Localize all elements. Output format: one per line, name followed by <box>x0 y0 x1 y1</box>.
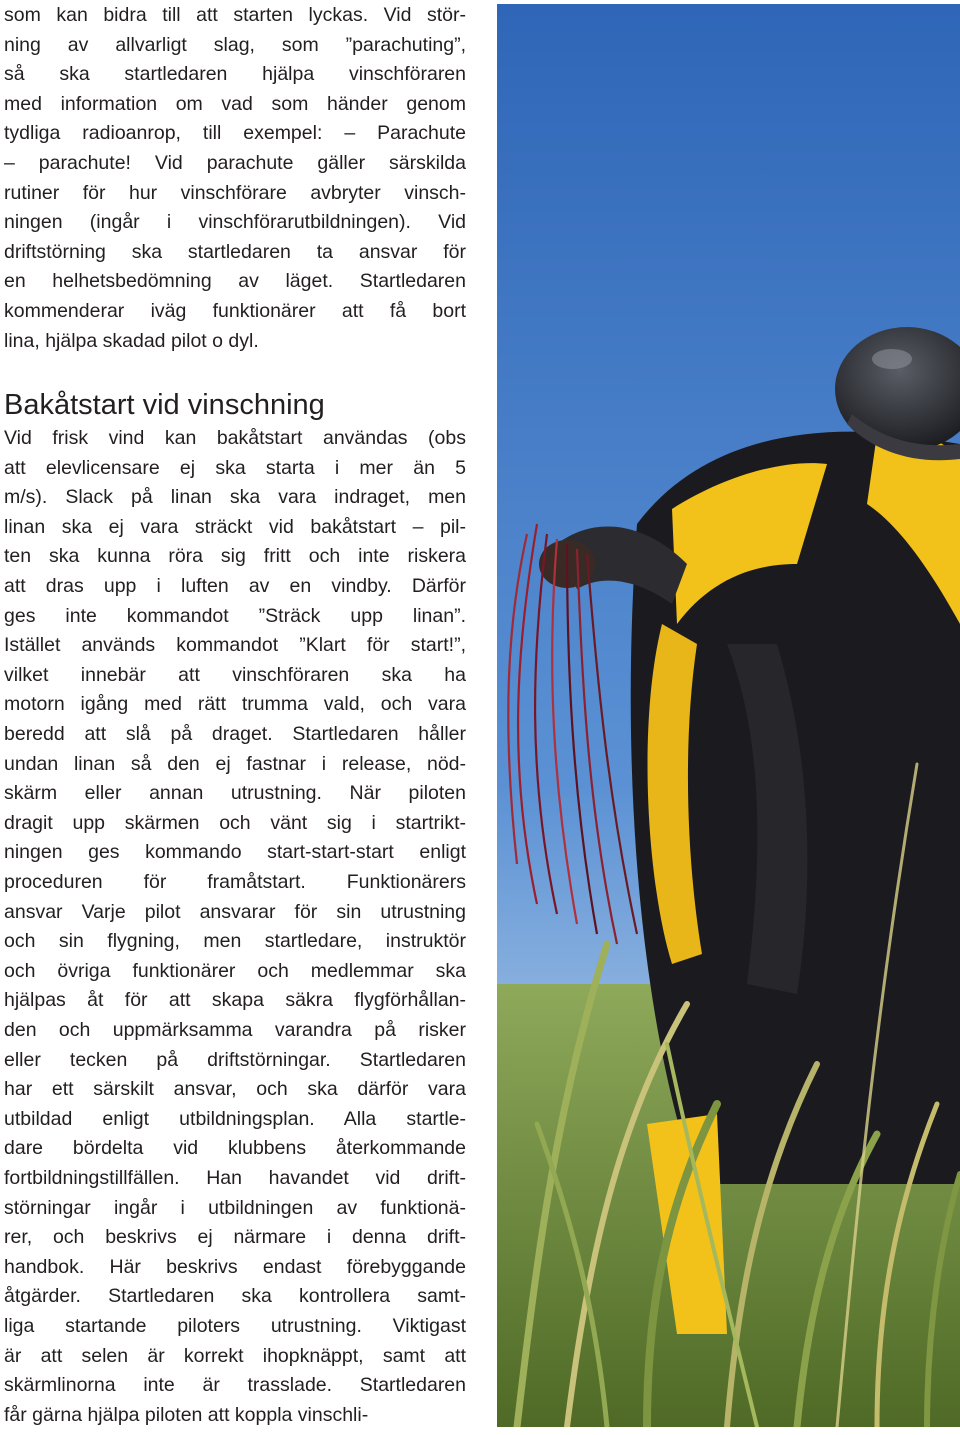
text-line: rer, och beskrivs ej närmare i denna drift- <box>4 1226 466 1249</box>
text-line: så ska startledaren hjälpa vinschföraren <box>4 63 466 86</box>
text-line: lina, hjälpa skadad pilot o dyl. <box>4 329 259 352</box>
text-line: kommenderar iväg funktionärer att få bort <box>4 300 466 322</box>
text-line: en helhetsbedömning av läget. Startledaren <box>4 270 466 293</box>
text-line: och sin flygning, men startledare, instruktör <box>4 930 466 953</box>
text-line: liga startande piloters utrustning. Viktigast <box>4 1315 466 1337</box>
text-line: ningen ges kommando start-start-start enligt <box>4 841 466 864</box>
text-line: rutiner för hur vinschförare avbryter vinsch- <box>4 181 466 204</box>
text-line: störningar ingår i utbildningen av funktionä- <box>4 1196 466 1219</box>
text-line: ningen (ingår i vinschförarutbildningen). Vid <box>4 211 466 234</box>
text-line: fortbildningstillfällen. Han havandet vid drift- <box>4 1167 466 1189</box>
text-line: som kan bidra till att starten lyckas. Vid stör- <box>4 4 466 26</box>
text-line: beredd att slå på draget. Startledaren håller <box>4 723 466 745</box>
text-line: hjälpas åt för att skapa säkra flygförhållan- <box>4 989 466 1012</box>
text-line: Vid frisk vind kan bakåtstart användas (obs <box>4 427 466 449</box>
text-line: dragit upp skärmen och vänt sig i startrikt- <box>4 811 466 834</box>
text-line: är att selen är korrekt ihopknäppt, samt att <box>4 1344 466 1367</box>
paraglider-pilot-photo <box>497 4 960 1427</box>
text-line: får gärna hjälpa piloten att koppla vinschli- <box>4 1403 369 1426</box>
text-line: – parachute! Vid parachute gäller särskilda <box>4 152 466 174</box>
text-line: ges inte kommandot ”Sträck upp linan”. <box>4 604 466 627</box>
text-line: och övriga funktionärer och medlemmar ska <box>4 959 466 982</box>
text-line: driftstörning ska startledaren ta ansvar för <box>4 240 466 263</box>
text-line: tydliga radioanrop, till exempel: – Parachute <box>4 122 466 145</box>
text-line: har ett särskilt ansvar, och ska därför vara <box>4 1078 466 1101</box>
text-line: ansvar Varje pilot ansvarar för sin utrustning <box>4 900 466 923</box>
text-line: åtgärder. Startledaren ska kontrollera samt- <box>4 1285 466 1308</box>
text-line: att dras upp i luften av en vindby. Därför <box>4 575 466 597</box>
text-line: linan ska ej vara sträckt vid bakåtstart – pil- <box>4 515 466 538</box>
text-line: ning av allvarligt slag, som ”parachuting”, <box>4 33 466 56</box>
text-line: Istället används kommandot ”Klart för start!”, <box>4 634 466 657</box>
text-line: att elevlicensare ej ska starta i mer än 5 <box>4 456 466 479</box>
text-line: skärmlinorna inte är trasslade. Startledaren <box>4 1374 466 1397</box>
text-line: vilket innebär att vinschföraren ska ha <box>4 663 466 686</box>
text-line: utbildad enligt utbildningsplan. Alla startle- <box>4 1107 466 1130</box>
text-line: m/s). Slack på linan ska vara indraget, men <box>4 486 466 509</box>
text-line: handbok. Här beskrivs endast förebyggande <box>4 1255 466 1278</box>
text-line: motorn igång med rätt trumma vald, och vara <box>4 693 466 716</box>
text-line: den och uppmärksamma varandra på risker <box>4 1019 466 1041</box>
text-line: skärm eller annan utrustning. När piloten <box>4 782 466 805</box>
section-heading: Bakåtstart vid vinschning <box>4 389 325 421</box>
text-line: ten ska kunna röra sig fritt och inte riskera <box>4 545 466 568</box>
text-line: dare bördelta vid klubbens återkommande <box>4 1137 466 1160</box>
text-line: proceduren för framåtstart. Funktionärers <box>4 871 466 893</box>
text-line: med information om vad som händer genom <box>4 92 466 115</box>
text-line: undan linan så den ej fastnar i release, nöd- <box>4 752 466 775</box>
text-line: eller tecken på driftstörningar. Startledaren <box>4 1048 466 1071</box>
